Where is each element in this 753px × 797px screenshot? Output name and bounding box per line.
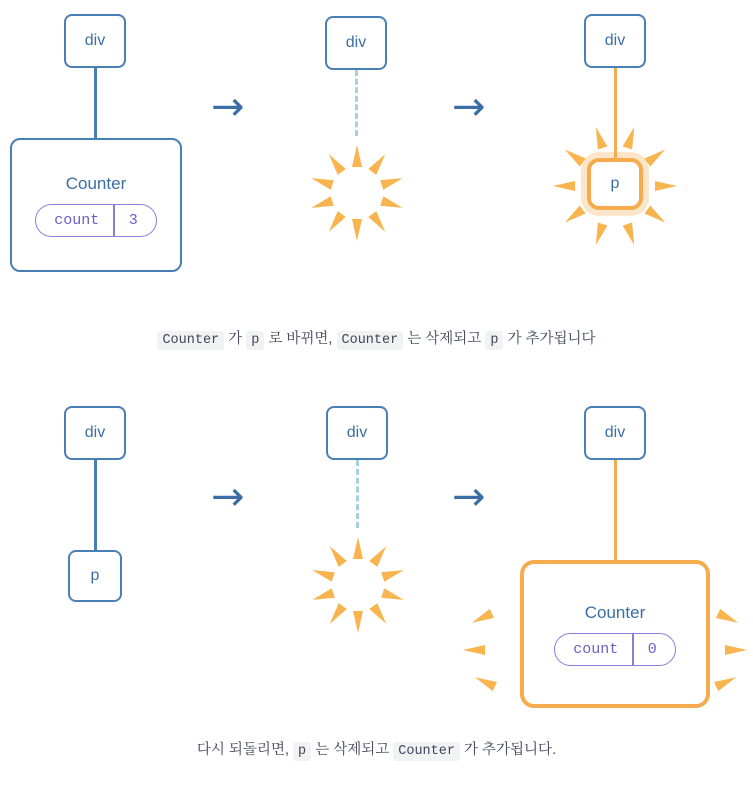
f1-step3-parent-div-label: div xyxy=(604,32,626,49)
f1-arrow-1: → xyxy=(211,84,245,130)
figure1-caption xyxy=(0,327,753,348)
caption1-text-1: 가 xyxy=(224,331,247,347)
f1-step1-parent-div-node xyxy=(64,14,126,68)
f1-step1-parent-div-label: div xyxy=(84,32,106,49)
f2-step3-parent-div-node xyxy=(584,406,646,460)
f2-step1-child-p-label: p xyxy=(90,567,100,584)
f1-step1-counter-box xyxy=(10,138,182,272)
figure-replace-counter-with-p xyxy=(0,0,753,370)
caption2-code-counter: Counter xyxy=(393,742,460,761)
f1-step3-new-p-node xyxy=(587,158,643,210)
f2-step3-state-key: count xyxy=(573,640,619,658)
f2-step2-parent-div-node xyxy=(326,406,388,460)
f2-step3-state-pill xyxy=(554,633,676,666)
f1-step2-dashed-connector xyxy=(355,70,358,136)
f2-arrow-2: → xyxy=(452,474,486,520)
f2-step1-connector xyxy=(94,460,97,550)
f1-arrow-2: → xyxy=(452,84,486,130)
caption1-code-p-2: p xyxy=(485,331,503,350)
f1-step1-state-key: count xyxy=(54,211,100,229)
f2-arrow-1: → xyxy=(211,474,245,520)
f2-step3-counter-title: Counter xyxy=(584,602,646,622)
caption1-text-3: 는 삭제되고 xyxy=(403,331,486,347)
caption1-code-counter: Counter xyxy=(157,331,224,350)
f2-step3-parent-div-label: div xyxy=(604,424,626,441)
figure-replace-p-with-counter xyxy=(0,370,753,790)
f1-step1-counter-title: Counter xyxy=(65,173,127,193)
f2-step3-state-value: 0 xyxy=(647,640,657,658)
f2-step2-dashed-connector xyxy=(356,460,359,528)
f1-step2-parent-div-label: div xyxy=(345,34,367,51)
caption2-code-p: p xyxy=(293,742,311,761)
f1-step1-connector xyxy=(94,68,97,138)
f1-step1-state-pill xyxy=(35,204,157,237)
f2-step1-parent-div-node xyxy=(64,406,126,460)
figure2-caption xyxy=(0,738,753,759)
caption1-code-p: p xyxy=(246,331,264,350)
f2-step3-connector xyxy=(614,460,617,560)
f2-step2-parent-div-label: div xyxy=(346,424,368,441)
f1-step1-state-value: 3 xyxy=(128,211,138,229)
f2-step2-delete-burst-icon xyxy=(298,525,418,645)
caption2-text-3: 가 추가됩니다. xyxy=(459,742,557,758)
f1-step2-delete-burst-icon xyxy=(297,133,417,253)
f2-step1-parent-div-label: div xyxy=(84,424,106,441)
caption2-text-2: 는 삭제되고 xyxy=(311,742,394,758)
f1-step2-parent-div-node xyxy=(325,16,387,70)
f2-step1-child-p-node xyxy=(68,550,122,602)
caption2-text-1: 다시 되돌리면, xyxy=(196,742,294,758)
f1-step3-new-p-label: p xyxy=(610,175,620,192)
caption1-text-2: 로 바뀌면, xyxy=(264,331,337,347)
caption1-code-counter-2: Counter xyxy=(337,331,404,350)
f1-step3-parent-div-node xyxy=(584,14,646,68)
caption1-text-4: 가 추가됩니다 xyxy=(503,331,596,347)
f2-step3-counter-box xyxy=(520,560,710,708)
